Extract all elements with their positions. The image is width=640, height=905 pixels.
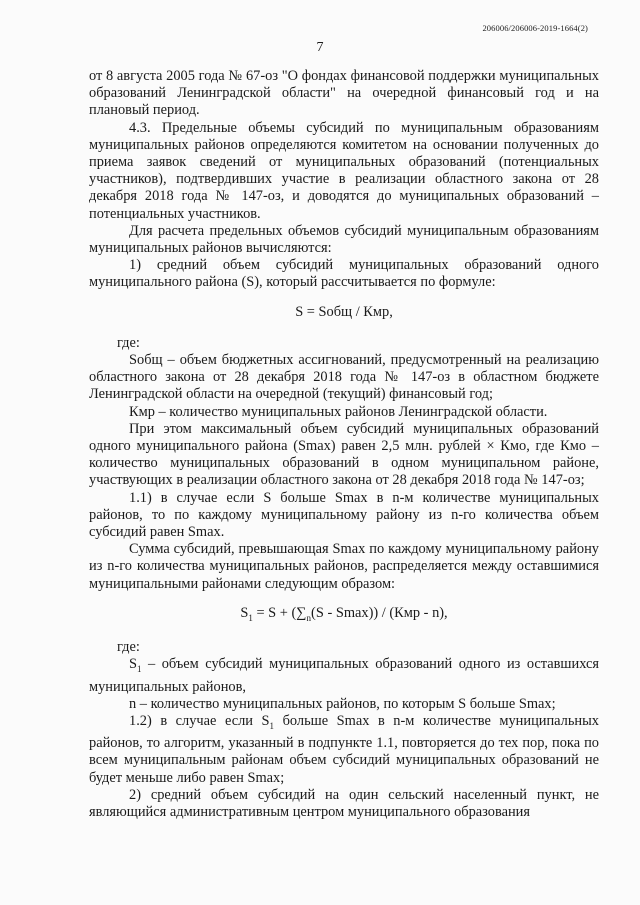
formula-text: S bbox=[240, 604, 249, 621]
paragraph: 4.3. Предельные объемы субсидий по муниципальным образованиям муниципальных районов определяются комитетом на основании полученных до приема заявок сведений от муниципальных образований (потенциальных участников), подтвердивших участие в реализации областного закона от 28 декабря 2018 года № 147-оз, и доводятся до муниципальных образований – потенциальных участников. bbox=[89, 119, 599, 222]
paragraph: Кмр – количество муниципальных районов Ленинградской области. bbox=[129, 403, 548, 420]
paragraph-text: 1.2) в случае если S bbox=[129, 712, 270, 729]
paragraph: n – количество муниципальных районов, по которым S больше Smax; bbox=[129, 695, 556, 712]
paragraph: Сумма субсидий, превышающая Smax по каждому муниципальному району из n-го количества муниципальных районов, распределяется между оставшимися муниципальными районами следующим образом: bbox=[89, 541, 599, 592]
formula-subscript: n bbox=[306, 612, 312, 623]
subscript: 1 bbox=[269, 720, 275, 731]
paragraph: 1.1) в случае если S больше Smax в n-м количестве муниципальных районов, то по каждому муниципальному району из n-го количества объем субсидий равен Smax. bbox=[89, 489, 599, 541]
paragraph bbox=[89, 713, 599, 787]
where-label: где: bbox=[117, 639, 140, 656]
paragraph: Sобщ – объем бюджетных ассигнований, предусмотренный на реализацию областного закона от 28 декабря 2018 года № 147-оз в областном бюджете Ленинградской области на очередной (текущий) финансовый год; bbox=[89, 352, 599, 403]
formula-subscript: 1 bbox=[248, 612, 253, 623]
paragraph-text: S bbox=[129, 656, 138, 673]
where-label: где: bbox=[117, 334, 140, 351]
paragraph-text: больше Smax в n-м количестве муниципальных районов, то алгоритм, указанный в подпункте 1.1, повторяется до тех пор, пока по всем муниципальным районам объем субсидий муниципальных образований не будет меньше либо равен Smax; bbox=[89, 712, 599, 786]
subscript: 1 bbox=[137, 664, 142, 675]
sum-symbol: ∑ bbox=[296, 604, 307, 621]
page-number: 7 bbox=[316, 40, 324, 55]
document-body bbox=[89, 68, 599, 821]
paragraph-text: – объем субсидий муниципальных образований одного из оставшихся муниципальных районов, bbox=[89, 656, 599, 695]
paragraph: от 8 августа 2005 года № 67-оз "О фондах финансовой поддержки муниципальных образований Ленинградской области" на очередной финансовый год и на плановый период. bbox=[89, 68, 599, 119]
formula bbox=[89, 605, 599, 627]
formula-text: = S + ( bbox=[252, 604, 297, 621]
paragraph: При этом максимальный объем субсидий муниципальных образований одного муниципального района (Smax) равен 2,5 млн. рублей × Кмо, где Кмо – количество муниципальных образований в одном муниципальном районе, участвующих в реализации областного закона от 28 декабря 2018 года № 147-оз; bbox=[89, 420, 599, 489]
paragraph bbox=[89, 656, 599, 695]
paragraph: 1) средний объем субсидий муниципальных образований одного муниципального района (S), который рассчитывается по формуле: bbox=[89, 257, 599, 291]
paragraph: Для расчета предельных объемов субсидий муниципальным образованиям муниципальных районов вычисляются: bbox=[89, 222, 599, 257]
document-id: 206006/206006-2019-1664(2) bbox=[482, 23, 588, 33]
paragraph: 2) средний объем субсидий на один сельский населенный пункт, не являющийся административным центром муниципального образования bbox=[89, 786, 599, 820]
formula-text: (S - Smax)) / (Кмр - n), bbox=[311, 604, 448, 621]
formula: S = Sобщ / Кмр, bbox=[295, 303, 393, 320]
